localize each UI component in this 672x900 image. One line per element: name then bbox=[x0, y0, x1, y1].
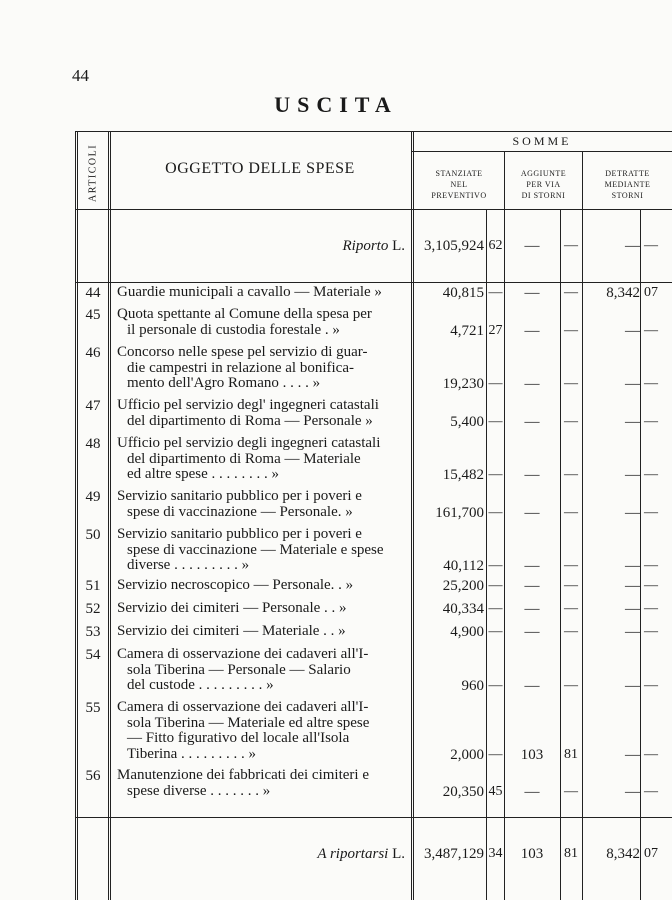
header-oggetto: OGGETTO DELLE SPESE bbox=[165, 160, 355, 177]
stanziate-cent: — bbox=[488, 376, 503, 391]
article-number: 53 bbox=[85, 624, 101, 640]
stanziate-cent: — bbox=[488, 504, 503, 520]
description-line: Quota spettante al Comune della spesa per bbox=[117, 306, 372, 322]
totale-stanziate-lire: 3,487,129 bbox=[424, 846, 484, 862]
detratte-cent: — bbox=[644, 746, 658, 762]
stanziate-lire: 960 bbox=[461, 678, 484, 694]
description-line: sola Tiberina — Materiale ed altre spese bbox=[127, 714, 370, 731]
description-line: diverse . . . . . . . . . » bbox=[127, 557, 250, 573]
description-line: del dipartimento di Roma — Personale » bbox=[127, 412, 373, 429]
article-description bbox=[117, 700, 405, 762]
description-line: sola Tiberina — Personale — Salario bbox=[127, 661, 351, 678]
description-line: Guardie municipali a cavallo — Materiale » bbox=[117, 284, 382, 300]
detratte-cent: — bbox=[644, 578, 658, 593]
page-number: 44 bbox=[72, 66, 89, 85]
description-line: Ufficio pel servizio degli ingegneri catastali bbox=[117, 435, 381, 451]
stanziate-lire: 15,482 bbox=[442, 467, 484, 483]
detratte-cent: 07 bbox=[644, 285, 658, 300]
aggiunte-lire: — bbox=[524, 578, 540, 594]
stanziate-cent: 45 bbox=[488, 783, 503, 799]
article-number: 52 bbox=[85, 601, 101, 617]
aggiunte-cent: — bbox=[564, 504, 578, 520]
description-line: — Fitto figurativo del locale all'Isola bbox=[127, 730, 350, 746]
header-stanziate: STANZIATE NEL PREVENTIVO bbox=[431, 169, 487, 200]
totale-detratte-cent: 07 bbox=[644, 846, 658, 861]
aggiunte-cent: — bbox=[564, 578, 578, 593]
stanziate-lire: 40,334 bbox=[442, 601, 484, 617]
stanziate-lire: 4,900 bbox=[450, 624, 484, 640]
description-line: Camera di osservazione dei cadaveri all'I- bbox=[117, 646, 369, 662]
article-number: 55 bbox=[85, 700, 101, 716]
header-detratte: DETRATTE MEDIANTE STORNI bbox=[604, 169, 651, 200]
aggiunte-cent: — bbox=[564, 467, 578, 482]
article-description bbox=[117, 398, 405, 429]
aggiunte-lire: — bbox=[524, 678, 540, 694]
riporto-stanziate-lire: 3,105,924 bbox=[424, 238, 484, 254]
detratte-cent: — bbox=[644, 678, 658, 693]
detratte-lire: — bbox=[625, 601, 640, 617]
stanziate-cent: — bbox=[488, 601, 503, 616]
page-title: USCITA bbox=[274, 92, 398, 117]
detratte-lire: — bbox=[625, 413, 640, 430]
article-description bbox=[117, 285, 405, 301]
stanziate-cent: — bbox=[488, 285, 503, 300]
article-number: 47 bbox=[85, 398, 101, 414]
aggiunte-cent: — bbox=[564, 376, 578, 391]
stanziate-lire: 5,400 bbox=[450, 413, 484, 430]
detratte-cent: — bbox=[644, 322, 658, 338]
article-number: 54 bbox=[85, 647, 101, 663]
article-number: 48 bbox=[85, 436, 101, 452]
stanziate-lire: 25,200 bbox=[442, 578, 484, 594]
description-line: Servizio dei cimiteri — Materiale . . » bbox=[117, 623, 346, 639]
riporto-detratte-cent: — bbox=[644, 238, 658, 253]
stanziate-lire: 40,815 bbox=[442, 285, 484, 301]
detratte-lire: — bbox=[625, 783, 640, 800]
aggiunte-lire: — bbox=[524, 376, 540, 392]
detratte-lire: — bbox=[625, 678, 640, 694]
aggiunte-cent: — bbox=[564, 678, 578, 693]
description-line: Servizio sanitario pubblico per i poveri e bbox=[117, 488, 362, 504]
stanziate-cent: — bbox=[488, 746, 503, 762]
aggiunte-cent: — bbox=[564, 783, 578, 799]
detratte-lire: — bbox=[625, 376, 640, 392]
aggiunte-cent: — bbox=[564, 322, 578, 338]
totale-aggiunte-cent: 81 bbox=[564, 846, 578, 861]
article-description bbox=[117, 527, 405, 574]
description-line: Servizio necroscopico — Personale. . » bbox=[117, 577, 354, 593]
article-description bbox=[117, 601, 405, 617]
aggiunte-lire: — bbox=[524, 601, 540, 617]
detratte-cent: — bbox=[644, 413, 658, 429]
description-line: spese di vaccinazione — Materiale e spese bbox=[127, 541, 384, 558]
description-line: del dipartimento di Roma — Materiale bbox=[127, 450, 361, 467]
aggiunte-lire: — bbox=[524, 322, 540, 339]
description-line: spese diverse . . . . . . . » bbox=[127, 782, 271, 799]
description-line: Ufficio pel servizio degl' ingegneri catastali bbox=[117, 397, 379, 413]
stanziate-cent: — bbox=[488, 558, 503, 573]
detratte-cent: — bbox=[644, 467, 658, 482]
detratte-cent: — bbox=[644, 558, 658, 573]
article-number: 44 bbox=[85, 285, 101, 301]
aggiunte-lire: 103 bbox=[520, 746, 544, 763]
aggiunte-cent: — bbox=[564, 601, 578, 616]
aggiunte-lire: — bbox=[524, 504, 540, 521]
article-number: 49 bbox=[85, 489, 101, 505]
stanziate-cent: — bbox=[488, 467, 503, 482]
totale-label: A riportarsi L. bbox=[317, 846, 405, 862]
article-description bbox=[117, 768, 405, 799]
detratte-lire: — bbox=[625, 578, 640, 594]
riporto-aggiunte-cent: — bbox=[564, 238, 578, 253]
aggiunte-lire: — bbox=[524, 783, 540, 800]
article-description bbox=[117, 345, 405, 392]
article-number: 50 bbox=[85, 527, 101, 543]
description-line: Manutenzione dei fabbricati dei cimiteri e bbox=[117, 767, 369, 783]
description-line: Concorso nelle spese pel servizio di guar- bbox=[117, 344, 368, 360]
article-number: 51 bbox=[85, 578, 101, 594]
aggiunte-lire: — bbox=[524, 467, 540, 483]
detratte-cent: — bbox=[644, 624, 658, 639]
stanziate-cent: — bbox=[488, 624, 503, 639]
aggiunte-lire: — bbox=[524, 285, 540, 301]
article-description bbox=[117, 489, 405, 520]
detratte-cent: — bbox=[644, 504, 658, 520]
aggiunte-lire: — bbox=[524, 558, 540, 574]
stanziate-lire: 161,700 bbox=[435, 504, 484, 521]
description-line: spese di vaccinazione — Personale. » bbox=[127, 503, 353, 520]
article-description bbox=[117, 436, 405, 483]
aggiunte-lire: — bbox=[524, 624, 540, 640]
detratte-lire: — bbox=[625, 558, 640, 574]
article-description bbox=[117, 624, 405, 640]
aggiunte-cent: 81 bbox=[564, 746, 578, 762]
stanziate-lire: 20,350 bbox=[442, 783, 484, 800]
description-line: Servizio dei cimiteri — Personale . . » bbox=[117, 600, 347, 616]
header-aggiunte: AGGIUNTE PER VIA DI STORNI bbox=[520, 169, 567, 200]
aggiunte-lire: — bbox=[524, 413, 540, 430]
article-number: 46 bbox=[85, 345, 101, 361]
description-line: Camera di osservazione dei cadaveri all'I- bbox=[117, 699, 369, 715]
riporto-label: Riporto L. bbox=[342, 238, 405, 254]
article-description bbox=[117, 647, 405, 694]
detratte-lire: — bbox=[625, 624, 640, 640]
aggiunte-cent: — bbox=[564, 285, 578, 300]
detratte-lire: — bbox=[625, 504, 640, 521]
description-line: ed altre spese . . . . . . . . » bbox=[127, 466, 280, 482]
detratte-lire: — bbox=[625, 322, 640, 339]
totale-aggiunte-lire: 103 bbox=[520, 846, 544, 862]
stanziate-cent: 27 bbox=[488, 322, 503, 338]
detratte-cent: — bbox=[644, 376, 658, 391]
stanziate-lire: 19,230 bbox=[442, 376, 484, 392]
description-line: il personale di custodia forestale . » bbox=[127, 321, 340, 338]
detratte-cent: — bbox=[644, 783, 658, 799]
article-number: 45 bbox=[85, 307, 101, 323]
article-description bbox=[117, 578, 405, 594]
article-number: 56 bbox=[85, 768, 101, 784]
totale-stanziate-cent: 34 bbox=[488, 846, 503, 861]
description-line: mento dell'Agro Romano . . . . » bbox=[127, 375, 321, 391]
description-line: del custode . . . . . . . . . » bbox=[127, 677, 274, 693]
detratte-cent: — bbox=[644, 601, 658, 616]
detratte-lire: — bbox=[625, 746, 640, 763]
detratte-lire: 8,342 bbox=[606, 285, 640, 301]
stanziate-lire: 40,112 bbox=[443, 558, 484, 574]
aggiunte-cent: — bbox=[564, 413, 578, 429]
article-description bbox=[117, 307, 405, 338]
riporto-aggiunte-lire: — bbox=[524, 238, 540, 254]
stanziate-lire: 4,721 bbox=[450, 322, 484, 339]
aggiunte-cent: — bbox=[564, 624, 578, 639]
stanziate-cent: — bbox=[488, 578, 503, 593]
riporto-stanziate-cent: 62 bbox=[488, 238, 503, 253]
stanziate-cent: — bbox=[488, 413, 503, 429]
stanziate-cent: — bbox=[488, 678, 503, 693]
totale-detratte-lire: 8,342 bbox=[606, 846, 640, 862]
description-line: Tiberina . . . . . . . . . » bbox=[127, 745, 257, 762]
header-somme: SOMME bbox=[512, 134, 572, 148]
stanziate-lire: 2,000 bbox=[450, 746, 484, 763]
description-line: Servizio sanitario pubblico per i poveri e bbox=[117, 526, 362, 542]
aggiunte-cent: — bbox=[564, 558, 578, 573]
detratte-lire: — bbox=[625, 467, 640, 483]
riporto-detratte-lire: — bbox=[625, 238, 640, 254]
header-articoli: ARTICOLI bbox=[87, 143, 99, 203]
description-line: die campestri in relazione al bonifica- bbox=[127, 359, 354, 376]
